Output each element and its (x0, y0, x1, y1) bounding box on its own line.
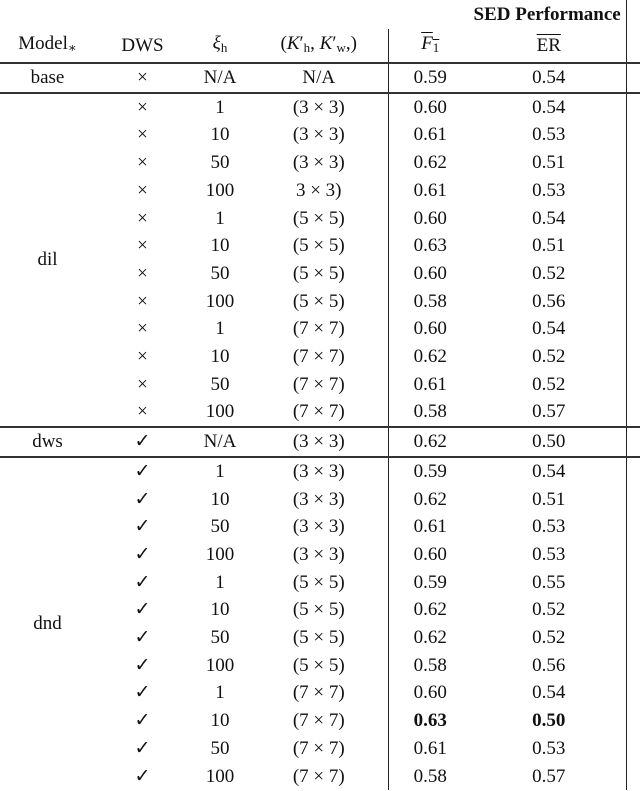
kernel-cell: (5 × 5) (292, 262, 345, 284)
f1-cell: 0.58 (388, 398, 472, 427)
table-row (0, 371, 640, 399)
table-row (0, 232, 640, 260)
er-cell: 0.54 (472, 679, 626, 707)
xi-cell: 1 (215, 571, 225, 593)
er-cell: 0.54 (472, 93, 626, 122)
er-cell: 0.52 (472, 371, 626, 399)
dws-cell: × (137, 207, 148, 229)
header-model: Model$_∗$ (18, 33, 77, 55)
table-row (0, 541, 640, 569)
er-cell: 0.53 (472, 121, 626, 149)
er-cell: 0.54 (472, 457, 626, 486)
table-row (0, 177, 640, 205)
f1-cell: 0.58 (388, 652, 472, 680)
kernel-cell: (3 × 3) (292, 152, 345, 174)
xi-cell: 100 (205, 179, 235, 201)
xi-cell: 10 (210, 235, 230, 257)
f1-cell: 0.62 (388, 149, 472, 177)
f1-cell: 0.63 (388, 232, 472, 260)
xi-cell: 100 (205, 543, 235, 565)
dws-cell: × (137, 346, 148, 368)
model-cell: dil (0, 93, 95, 427)
xi-cell: 100 (205, 765, 235, 787)
f1-cell: 0.60 (388, 679, 472, 707)
kernel-cell: 3 × 3) (295, 179, 342, 201)
kernel-cell: (3 × 3) (292, 543, 345, 565)
kernel-cell: (5 × 5) (292, 571, 345, 593)
f1-cell: 0.62 (388, 486, 472, 514)
er-cell: 0.55 (472, 569, 626, 597)
f1-cell: 0.62 (388, 596, 472, 624)
er-cell: 0.54 (472, 315, 626, 343)
table-row (0, 679, 640, 707)
header-f1: $F_1$ (388, 29, 472, 63)
dws-cell: ✓ (95, 457, 190, 486)
kernel-cell: (5 × 5) (292, 207, 345, 229)
xi-cell: 10 (210, 488, 230, 510)
dws-cell: ✓ (134, 571, 151, 593)
kernel-cell: (7 × 7) (292, 401, 345, 423)
er-cell: 0.52 (472, 260, 626, 288)
er-cell: 0.53 (472, 513, 626, 541)
f1-cell: 0.58 (388, 288, 472, 316)
dws-cell: × (137, 290, 148, 312)
xi-cell: 1 (215, 682, 225, 704)
dws-cell: ✓ (134, 516, 151, 538)
table-row (0, 569, 640, 597)
header-er: $\overline{ER}$ (472, 29, 626, 63)
f1-cell: 0.60 (388, 541, 472, 569)
er-cell: 0.53 (472, 177, 626, 205)
dws-cell: ✓ (134, 710, 151, 732)
dws-cell: × (137, 235, 148, 257)
table-row (0, 652, 640, 680)
kernel-cell: (3 × 3) (250, 457, 388, 486)
table-row (0, 707, 640, 735)
dws-cell: × (137, 401, 148, 423)
xi-cell: N/A (190, 63, 250, 93)
model-cell: dws (0, 427, 95, 457)
table-row (0, 205, 640, 233)
er-cell: 0.52 (472, 624, 626, 652)
dws-cell: × (137, 179, 148, 201)
f1-cell: 0.61 (388, 735, 472, 763)
er-cell: 0.52 (472, 596, 626, 624)
kernel-cell: (5 × 5) (292, 290, 345, 312)
f1-cell: 0.60 (388, 205, 472, 233)
table-row (0, 288, 640, 316)
table-row (0, 486, 640, 514)
dws-cell: ✓ (134, 543, 151, 565)
xi-cell: 1 (215, 318, 225, 340)
er-cell: 0.57 (472, 763, 626, 791)
kernel-cell: (5 × 5) (292, 235, 345, 257)
xi-cell: 1 (215, 207, 225, 229)
dws-cell: ✓ (134, 737, 151, 759)
dws-cell: × (137, 124, 148, 146)
table-row (0, 63, 640, 93)
er-cell: 0.57 (472, 398, 626, 427)
kernel-cell: (7 × 7) (292, 682, 345, 704)
kernel-cell: (3 × 3) (292, 488, 345, 510)
f1-cell: 0.60 (388, 93, 472, 122)
table-row (0, 427, 640, 457)
kernel-cell: (7 × 7) (292, 346, 345, 368)
f1-cell: 0.61 (388, 121, 472, 149)
table-row (0, 398, 640, 427)
xi-cell: 100 (205, 654, 235, 676)
xi-cell: 10 (210, 710, 230, 732)
kernel-cell: (5 × 5) (292, 627, 345, 649)
f1-cell: 0.61 (388, 513, 472, 541)
dws-cell: ✓ (134, 627, 151, 649)
f1-cell: 0.62 (388, 427, 472, 457)
f1-cell: 0.62 (388, 624, 472, 652)
table-row (0, 260, 640, 288)
header-dws: DWS (121, 35, 164, 56)
dws-cell: × (95, 63, 190, 93)
er-cell: 0.51 (472, 232, 626, 260)
dws-cell: ✓ (134, 765, 151, 787)
kernel-cell: (5 × 5) (292, 599, 345, 621)
table-row (0, 457, 640, 486)
model-cell: dnd (0, 457, 95, 790)
dws-cell: × (137, 152, 148, 174)
er-cell: 0.54 (472, 205, 626, 233)
xi-cell: 50 (210, 627, 230, 649)
table-row (0, 624, 640, 652)
dws-cell: × (137, 262, 148, 284)
er-cell: 0.50 (472, 707, 626, 735)
table-row (0, 513, 640, 541)
f1-cell: 0.61 (388, 371, 472, 399)
xi-cell: 1 (190, 457, 250, 486)
table-row (0, 149, 640, 177)
dws-cell: ✓ (134, 654, 151, 676)
xi-cell: 100 (205, 290, 235, 312)
er-cell: 0.56 (472, 288, 626, 316)
kernel-cell: (3 × 3) (250, 93, 388, 122)
er-cell: 0.51 (472, 486, 626, 514)
table-row (0, 596, 640, 624)
f1-cell: 0.59 (388, 457, 472, 486)
xi-cell: 50 (210, 262, 230, 284)
er-cell: 0.53 (472, 735, 626, 763)
table-row (0, 735, 640, 763)
header-kernel: ($K'_h$, $K'_w$,) (280, 33, 357, 55)
kernel-cell: N/A (250, 63, 388, 93)
kernel-cell: (7 × 7) (292, 318, 345, 340)
dws-cell: ✓ (95, 427, 190, 457)
xi-cell: 100 (205, 401, 235, 423)
kernel-cell: (7 × 7) (292, 710, 345, 732)
xi-cell: 50 (210, 516, 230, 538)
xi-cell: 10 (210, 346, 230, 368)
table-row (0, 343, 640, 371)
er-cell: 0.53 (472, 541, 626, 569)
dws-cell: × (137, 318, 148, 340)
header-xi: $\xi_h$ (212, 33, 228, 55)
xi-cell: 50 (210, 152, 230, 174)
xi-cell: N/A (190, 427, 250, 457)
table-row (0, 121, 640, 149)
xi-cell: 10 (210, 599, 230, 621)
group-header: SED Performance (388, 0, 626, 29)
f1-cell: 0.60 (388, 260, 472, 288)
model-cell: base (0, 63, 95, 93)
f1-cell: 0.59 (388, 63, 472, 93)
er-cell: 0.56 (472, 652, 626, 680)
er-cell: 0.51 (472, 149, 626, 177)
er-cell: 0.50 (472, 427, 626, 457)
kernel-cell: (3 × 3) (292, 124, 345, 146)
f1-cell: 0.58 (388, 763, 472, 791)
xi-cell: 10 (210, 124, 230, 146)
f1-cell: 0.62 (388, 343, 472, 371)
xi-cell: 50 (210, 737, 230, 759)
f1-cell: 0.60 (388, 315, 472, 343)
dws-cell: ✓ (134, 488, 151, 510)
table-row (0, 763, 640, 791)
kernel-cell: (3 × 3) (250, 427, 388, 457)
dws-cell: ✓ (134, 599, 151, 621)
f1-cell: 0.63 (388, 707, 472, 735)
kernel-cell: (7 × 7) (292, 737, 345, 759)
xi-cell: 1 (190, 93, 250, 122)
dws-cell: × (137, 373, 148, 395)
kernel-cell: (3 × 3) (292, 516, 345, 538)
kernel-cell: (7 × 7) (292, 373, 345, 395)
kernel-cell: (5 × 5) (292, 654, 345, 676)
dws-cell: ✓ (134, 682, 151, 704)
xi-cell: 50 (210, 373, 230, 395)
table-row (0, 315, 640, 343)
dws-cell: × (95, 93, 190, 122)
er-cell: 0.52 (472, 343, 626, 371)
f1-cell: 0.61 (388, 177, 472, 205)
f1-cell: 0.59 (388, 569, 472, 597)
kernel-cell: (7 × 7) (292, 765, 345, 787)
er-cell: 0.54 (472, 63, 626, 93)
table-row (0, 93, 640, 122)
